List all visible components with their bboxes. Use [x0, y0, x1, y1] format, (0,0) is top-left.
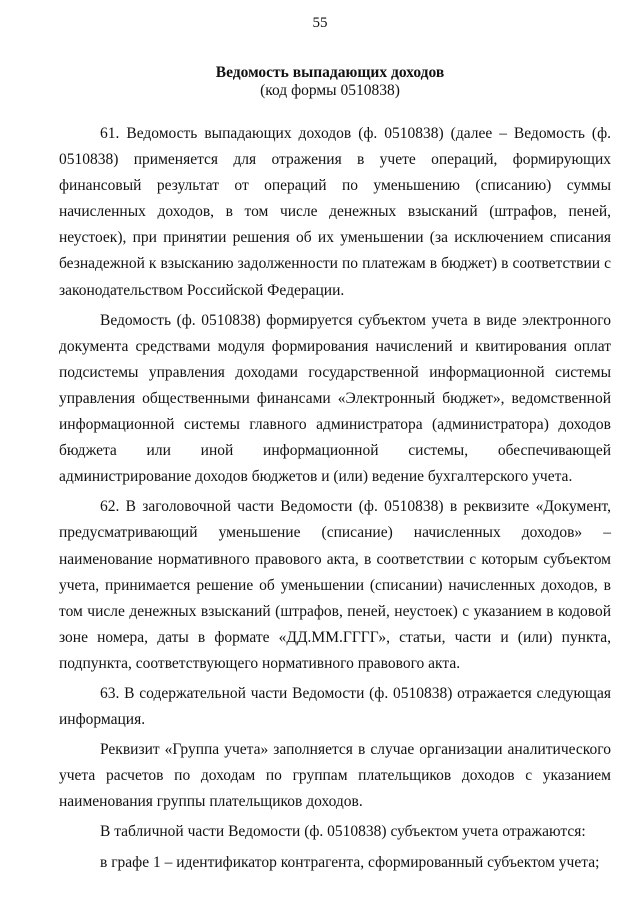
- paragraph-62: 62. В заголовочной части Ведомости (ф. 0510838) в реквизите «Документ, предусматривающий уменьшение (списание) начисленных доходов» – наименование нормативного правового акта, в соответствии с которым субъектом учета, принимается решение об уменьшении (списании) начисленных доходов, в том числе денежных взысканий (штрафов, пеней, неустоек) с указанием в кодовой зоне номера, даты в формате «ДД.ММ.ГГГГ», статьи, части и (или) пункта, подпункта, соответствующего нормативного правового акта.: [59, 498, 611, 672]
- paragraph-61-continued: Ведомость (ф. 0510838) формируется субъектом учета в виде электронного документа средствами модуля формирования начислений и квитирования оплат подсистемы управления доходами государственной информационной системы управления общественными финансами «Электронный бюджет», ведомственной информационной системы главного администратора (администратора) доходов бюджета или иной информационной системы, обеспечивающей администрирование доходов бюджетов и (или) ведение бухгалтерского учета.: [59, 311, 611, 486]
- document-body: [59, 121, 611, 876]
- paragraph-column-1: в графе 1 – идентификатор контрагента, сформированный субъектом учета;: [100, 853, 600, 871]
- paragraph-group-requisite: Реквизит «Группа учета» заполняется в случае организации аналитического учета расчетов по доходам по группам плательщиков доходов с указанием наименования группы плательщиков доходов.: [59, 741, 611, 811]
- page-number: 55: [312, 15, 328, 31]
- document-title: Ведомость выпадающих доходов: [215, 64, 445, 81]
- paragraph-table-part: В табличной части Ведомости (ф. 0510838) субъектом учета отражаются:: [100, 823, 586, 841]
- form-code-subtitle: (код формы 0510838): [260, 82, 400, 99]
- paragraph-63: 63. В содержательной части Ведомости (ф. 0510838) отражается следующая информация.: [59, 684, 611, 729]
- paragraph-61: 61. Ведомость выпадающих доходов (ф. 0510838) (далее – Ведомость (ф. 0510838) применяется для отражения в учете операций, формирующих финансовый результат от операций по уменьшению (списанию) суммы начисленных доходов, в том числе денежных взысканий (штрафов, пеней, неустоек), при принятии решения об их уменьшении (за исключением списания безнадежной к взысканию задолженности по платежам в бюджет) в соответствии с законодательством Российской Федерации.: [59, 125, 611, 299]
